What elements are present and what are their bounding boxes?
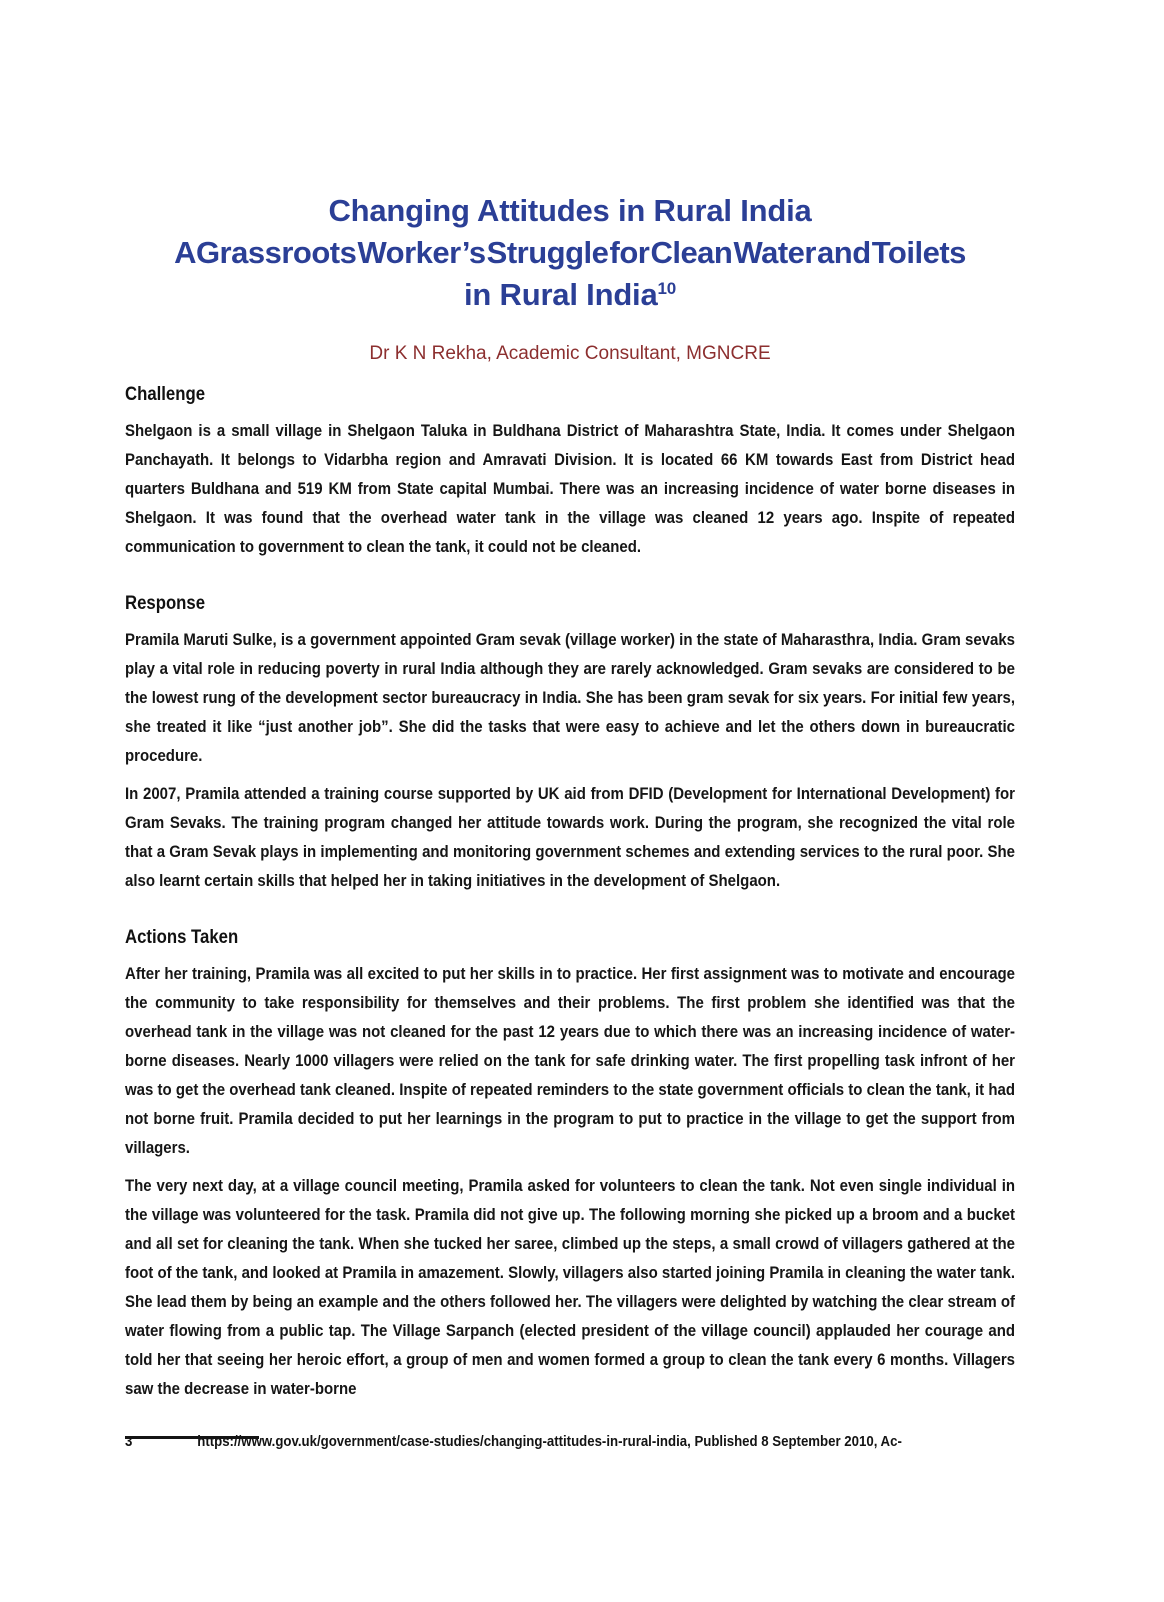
document-body	[125, 382, 1015, 1403]
footnote-text: https://www.gov.uk/government/case-studies/changing-attitudes-in-rural-india, Published 8 September 2010, Ac-	[197, 1433, 902, 1450]
page-content	[125, 0, 1015, 1412]
title-line-2: A Grassroots Worker’s Struggle for Clean Water and Toilets	[174, 235, 966, 270]
title-line-3	[125, 274, 1015, 321]
section-heading-actions-taken: Actions Taken	[125, 926, 239, 948]
footnote	[125, 1431, 1015, 1461]
paragraph-challenge-1: Shelgaon is a small village in Shelgaon Taluka in Buldhana District of Maharashtra State, India. It comes under Shelgaon Panchayath. It belongs to Vidarbha region and Amravati Division. It is located 66 KM towards East from District head quarters Buldhana and 519 KM from State capital Mumbai. There was an increasing incidence of water borne diseases in Shelgaon. It was found that the overhead water tank in the village was cleaned 12 years ago. Inspite of repeated communication to government to clean the tank, it could not be cleaned.	[125, 420, 1016, 556]
section-heading-response: Response	[125, 592, 206, 614]
section-actions-taken	[125, 925, 1015, 1403]
paragraph-actions-1: After her training, Pramila was all excited to put her skills in to practice. Her first assignment was to motivate and encourage the community to take responsibility for themselves and their problems. The first problem she identified was that the overhead tank in the village was not cleaned for the past 12 years due to which there was an increasing incidence of water-borne diseases. Nearly 1000 villagers were relied on the tank for safe drinking water. The first propelling task infront of her was to get the overhead tank cleaned. Inspite of repeated reminders to the state government officials to clean the tank, it had not borne fruit. Pramila decided to put her learnings in the program to put to practice in the village to get the support from villagers.	[125, 963, 1016, 1157]
section-challenge	[125, 382, 1015, 561]
section-heading-challenge: Challenge	[125, 383, 206, 405]
author-line: Dr K N Rekha, Academic Consultant, MGNCRE	[369, 342, 771, 364]
document-title	[125, 190, 1015, 321]
title-line-3-text: in Rural India	[463, 277, 658, 312]
paragraph-response-2: In 2007, Pramila attended a training course supported by UK aid from DFID (Development for International Development) for Gram Sevaks. The training program changed her attitude towards work. During the program, she recognized the vital role that a Gram Sevak plays in implementing and monitoring government schemes and extending services to the rural poor. She also learnt certain skills that helped her in taking initiatives in the development of Shelgaon.	[125, 783, 1016, 890]
paragraph-response-1: Pramila Maruti Sulke, is a government appointed Gram sevak (village worker) in the state of Maharasthra, India. Gram sevaks play a vital role in reducing poverty in rural India although they are rarely acknowledged. Gram sevaks are considered to be the lowest rung of the development sector bureaucracy in India. She has been gram sevak for six years. For initial few years, she treated it like “just another job”. She did the tasks that were easy to achieve and let the others down in bureaucratic procedure.	[125, 629, 1016, 765]
paragraph-actions-2: The very next day, at a village council meeting, Pramila asked for volunteers to clean the tank. Not even single individual in the village was volunteered for the task. Pramila did not give up. The following morning she picked up a broom and a bucket and all set for cleaning the tank. When she tucked her saree, climbed up the steps, a small crowd of villagers gathered at the foot of the tank, and looked at Pramila in amazement. Slowly, villagers also started joining Pramila in cleaning the water tank. She lead them by being an example and the others followed her. The villagers were delighted by watching the clear stream of water flowing from a public tap. The Village Sarpanch (elected president of the village council) applauded her courage and told her that seeing her heroic effort, a group of men and women formed a group to clean the tank every 6 months. Villagers saw the decrease in water-borne	[125, 1175, 1016, 1398]
title-footnote-ref: 10	[657, 279, 677, 298]
footnote-line	[125, 1431, 1015, 1453]
footnote-marker: 3	[125, 1433, 133, 1450]
title-line-1: Changing Attitudes in Rural India	[328, 193, 812, 228]
section-response	[125, 591, 1015, 895]
